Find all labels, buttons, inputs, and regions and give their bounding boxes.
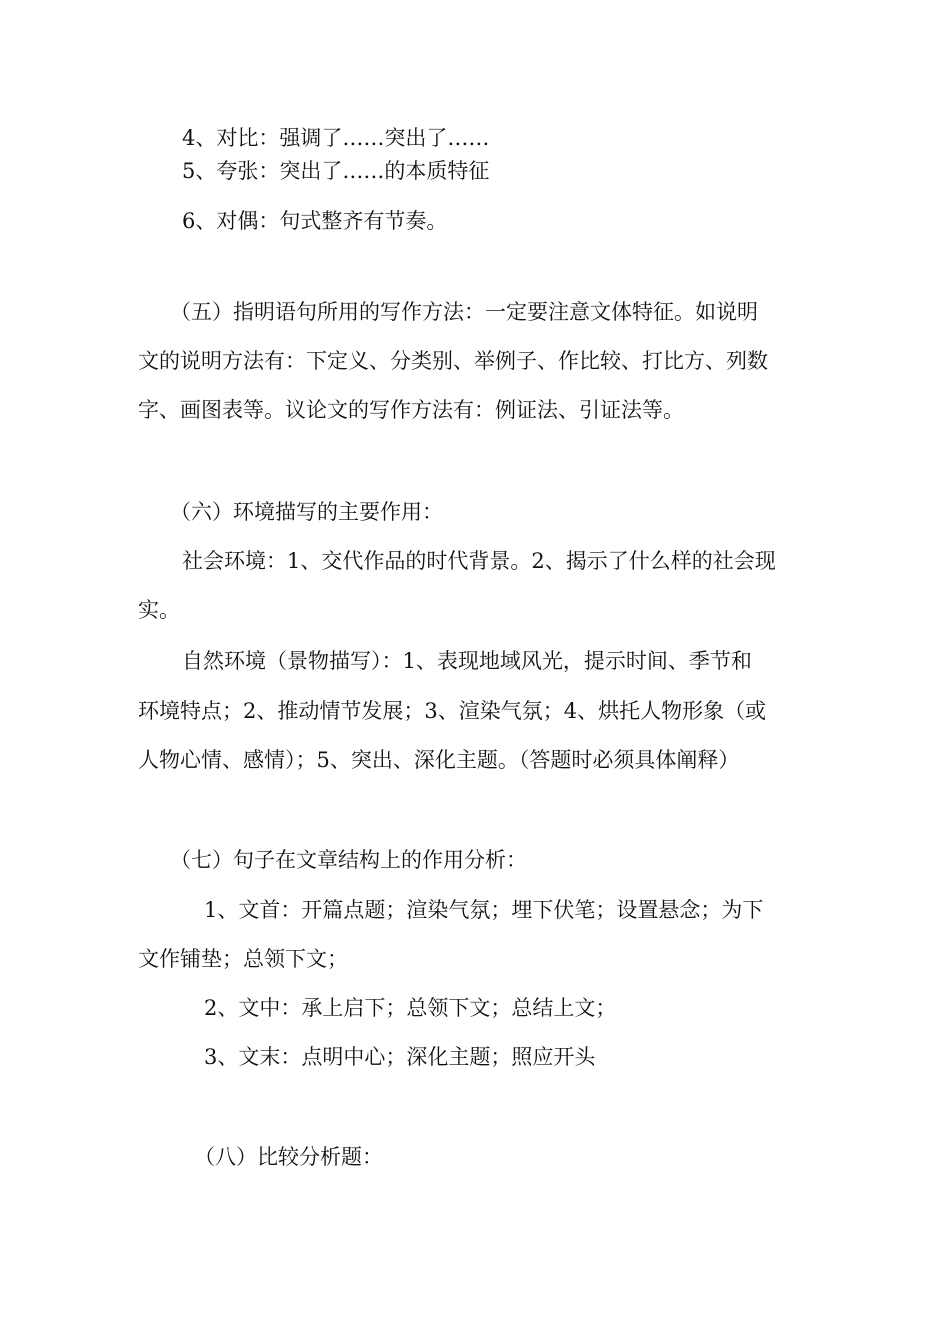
section-heading: （八）比较分析题： bbox=[194, 1145, 383, 1169]
text-line: 实。 bbox=[138, 598, 180, 622]
text-line: 3、文末：点明中心；深化主题；照应开头 bbox=[204, 1045, 596, 1069]
text-line: 人物心情、感情）；5、突出、深化主题。（答题时必须具体阐释） bbox=[138, 748, 740, 772]
text-line: 环境特点；2、推动情节发展；3、渲染气氛；4、烘托人物形象（或 bbox=[138, 699, 767, 723]
text-line: 字、画图表等。议论文的写作方法有：例证法、引证法等。 bbox=[138, 398, 684, 422]
text-line: 文作铺垫；总领下文； bbox=[138, 947, 348, 971]
section-heading: （六）环境描写的主要作用： bbox=[170, 500, 443, 524]
text-line: 4、对比：强调了……突出了…… bbox=[182, 126, 490, 150]
text-line: 6、对偶：句式整齐有节奏。 bbox=[182, 209, 448, 233]
section-heading: （七）句子在文章结构上的作用分析： bbox=[170, 848, 527, 872]
text-line: 2、文中：承上启下；总领下文；总结上文； bbox=[204, 996, 617, 1020]
text-line: 文的说明方法有：下定义、分类别、举例子、作比较、打比方、列数 bbox=[138, 349, 768, 373]
text-line: 自然环境（景物描写）：1、表现地域风光，提示时间、季节和 bbox=[182, 649, 752, 673]
section-heading: （五）指明语句所用的写作方法：一定要注意文体特征。如说明 bbox=[170, 300, 758, 324]
text-line: 5、夸张：突出了……的本质特征 bbox=[182, 159, 490, 183]
text-line: 社会环境：1、交代作品的时代背景。2、揭示了什么样的社会现 bbox=[182, 549, 776, 573]
text-line: 1、文首：开篇点题；渲染气氛；埋下伏笔；设置悬念；为下 bbox=[204, 898, 764, 922]
